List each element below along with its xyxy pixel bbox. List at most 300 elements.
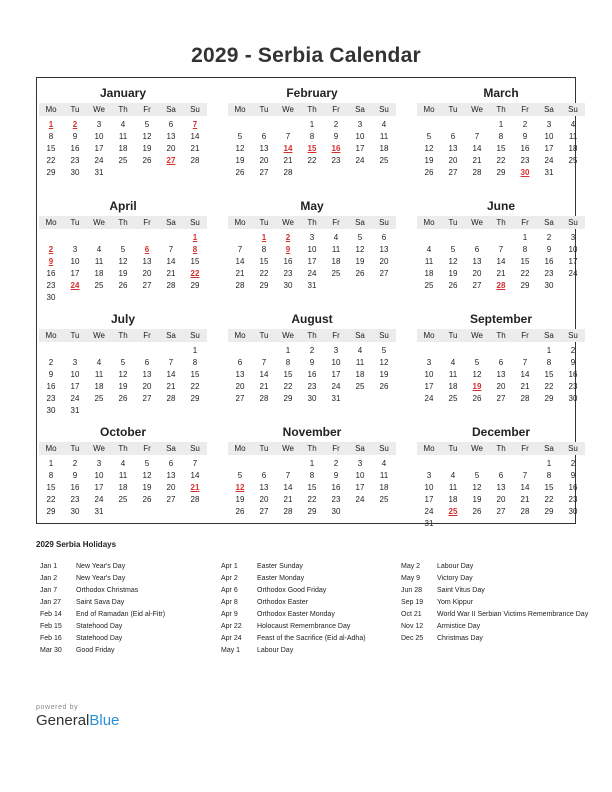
holiday-date-cell: 7 [192,120,198,129]
date-cell: 5 [237,471,243,480]
holiday-date-cell: 2 [48,245,54,254]
holiday-date-cell: 1 [261,233,267,242]
date-cell: 5 [237,132,243,141]
holiday-date: May 9 [401,575,421,582]
holiday-date: Feb 15 [40,623,62,630]
date-cell: 15 [544,370,554,379]
holiday-entry [401,597,591,609]
holiday-name: End of Ramadan (Eid al-Fitr) [76,611,166,618]
date-cell: 19 [235,156,245,165]
date-cell: 12 [472,483,482,492]
date-cell: 23 [544,269,554,278]
date-cell: 26 [448,281,458,290]
weekday-label: Mo [234,105,246,114]
date-cell: 24 [307,269,317,278]
date-cell: 4 [333,233,339,242]
weekday-label: We [282,331,294,340]
date-cell: 25 [355,382,365,391]
weekday-label: Mo [423,105,435,114]
date-cell: 4 [357,346,363,355]
date-cell: 10 [94,132,104,141]
date-cell: 21 [520,495,530,504]
holiday-entry [401,585,591,597]
date-cell: 31 [307,281,317,290]
date-cell: 19 [118,382,128,391]
date-cell: 26 [472,394,482,403]
weekday-label: Sa [355,331,365,340]
date-cell: 10 [355,132,365,141]
date-cell: 27 [142,281,152,290]
month-name: June [486,199,515,213]
date-cell: 7 [522,358,528,367]
date-cell: 4 [96,245,102,254]
date-cell: 23 [568,382,578,391]
weekday-label: Mo [45,218,57,227]
weekday-label: Mo [423,218,435,227]
weekday-label: Th [496,331,506,340]
month-december [417,420,585,532]
holiday-date-cell: 8 [192,245,198,254]
date-cell: 26 [355,269,365,278]
date-cell: 7 [168,358,174,367]
date-cell: 2 [546,233,552,242]
date-cell: 12 [118,257,128,266]
date-cell: 15 [259,257,269,266]
date-cell: 17 [424,495,434,504]
date-cell: 22 [283,382,293,391]
holiday-entry [40,573,230,585]
date-cell: 18 [448,495,458,504]
weekday-label: Tu [70,331,80,340]
weekday-label: We [471,331,483,340]
date-cell: 23 [331,156,341,165]
date-cell: 15 [307,483,317,492]
holiday-entry [221,609,411,621]
date-cell: 18 [331,257,341,266]
weekday-label: Sa [544,331,554,340]
weekday-label: Mo [423,331,435,340]
date-cell: 28 [190,156,200,165]
weekday-label: Su [568,331,578,340]
date-cell: 15 [496,144,506,153]
date-cell: 6 [261,132,267,141]
date-cell: 18 [118,483,128,492]
holiday-entry [221,645,411,657]
weekday-header [228,103,396,116]
date-cell: 28 [190,495,200,504]
date-cell: 4 [381,459,387,468]
date-cell: 11 [424,257,434,266]
date-cell: 14 [520,370,530,379]
date-cell: 16 [70,144,80,153]
date-cell: 29 [190,281,200,290]
date-cell: 14 [235,257,245,266]
date-cell: 2 [333,459,339,468]
date-cell: 15 [520,257,530,266]
date-cell: 2 [570,459,576,468]
holiday-column-3 [401,561,591,645]
holiday-name: Saint Vitus Day [437,587,485,594]
date-cell: 8 [522,245,528,254]
date-cell: 8 [48,132,54,141]
date-cell: 20 [235,382,245,391]
date-cell: 9 [309,358,315,367]
date-cell: 25 [379,156,389,165]
page-title: 2029 - Serbia Calendar [191,44,421,67]
date-cell: 19 [424,156,434,165]
weekday-label: Su [379,444,389,453]
holiday-date-cell: 6 [144,245,150,254]
weekday-label: Tu [70,218,80,227]
date-cell: 11 [379,132,389,141]
date-cell: 18 [355,370,365,379]
holiday-entry [401,633,591,645]
date-cell: 12 [142,471,152,480]
date-cell: 30 [568,394,578,403]
date-cell: 30 [307,394,317,403]
holiday-entry [221,621,411,633]
holiday-name: World War II Serbian Victims Remembrance Day [437,611,589,618]
holiday-name: Armistice Day [437,623,481,630]
month-april [39,194,207,306]
date-cell: 30 [283,281,293,290]
date-cell: 22 [46,495,56,504]
holiday-entry [40,609,230,621]
weekday-label: Fr [521,218,529,227]
month-name: September [469,312,533,326]
date-cell: 19 [142,483,152,492]
holiday-entry [401,609,591,621]
holiday-name: Orthodox Christmas [76,587,139,594]
date-cell: 6 [498,471,504,480]
weekday-label: Sa [544,105,554,114]
date-cell: 14 [166,257,176,266]
date-cell: 4 [426,245,432,254]
brand-logo [36,704,119,729]
holiday-name: Orthodox Easter Monday [257,611,335,618]
date-cell: 4 [450,358,456,367]
date-cell: 20 [448,156,458,165]
date-cell: 2 [333,120,339,129]
date-cell: 30 [70,168,80,177]
date-cell: 24 [355,156,365,165]
date-cell: 13 [235,370,245,379]
weekday-label: Su [190,444,200,453]
date-cell: 25 [424,281,434,290]
date-cell: 13 [166,132,176,141]
date-cell: 1 [498,120,504,129]
date-cell: 9 [333,132,339,141]
date-cell: 21 [283,495,293,504]
date-cell: 22 [259,269,269,278]
date-cell: 17 [70,269,80,278]
date-cell: 26 [424,168,434,177]
date-cell: 27 [142,394,152,403]
date-cell: 20 [142,269,152,278]
date-cell: 16 [307,370,317,379]
weekday-label: We [282,218,294,227]
holiday-name: Statehood Day [76,623,123,630]
brand-general: General [36,712,90,729]
date-cell: 7 [285,471,291,480]
date-cell: 29 [544,394,554,403]
holiday-entry [40,645,230,657]
date-cell: 11 [118,471,128,480]
date-cell: 31 [94,168,104,177]
date-cell: 1 [309,120,315,129]
date-cell: 24 [94,156,104,165]
date-cell: 7 [261,358,267,367]
date-cell: 21 [259,382,269,391]
date-cell: 8 [48,471,54,480]
weekday-label: Sa [166,218,176,227]
date-cell: 2 [72,459,78,468]
holiday-name: Orthodox Easter [257,599,308,606]
month-may [228,194,396,306]
date-cell: 12 [235,144,245,153]
date-cell: 20 [166,144,176,153]
weekday-label: We [471,218,483,227]
weekday-label: We [93,105,105,114]
weekday-header [39,329,207,342]
date-cell: 20 [259,156,269,165]
holiday-date-cell: 9 [285,245,291,254]
date-cell: 17 [424,382,434,391]
date-cell: 11 [94,257,104,266]
date-cell: 9 [546,245,552,254]
month-name: July [110,312,135,326]
date-cell: 27 [472,281,482,290]
weekday-label: Sa [544,218,554,227]
holiday-name: Labour Day [437,563,474,570]
date-cell: 3 [426,471,432,480]
holiday-date-cell: 12 [235,483,245,492]
date-cell: 29 [259,281,269,290]
date-cell: 20 [496,495,506,504]
date-cell: 3 [570,233,576,242]
date-cell: 28 [166,281,176,290]
weekday-label: Fr [332,331,340,340]
holiday-date: Apr 22 [221,623,242,630]
weekday-label: Fr [521,331,529,340]
weekday-label: Tu [70,444,80,453]
date-cell: 24 [94,495,104,504]
date-cell: 31 [70,406,80,415]
date-cell: 2 [570,346,576,355]
date-cell: 11 [118,132,128,141]
weekday-label: Su [190,218,200,227]
date-cell: 3 [426,358,432,367]
weekday-label: Sa [355,444,365,453]
calendar-grid [36,77,578,528]
date-cell: 30 [70,507,80,516]
date-cell: 17 [355,483,365,492]
date-cell: 21 [166,269,176,278]
date-cell: 23 [307,382,317,391]
holiday-date: Feb 16 [40,635,62,642]
weekday-label: Tu [448,105,458,114]
weekday-label: Tu [448,331,458,340]
date-cell: 22 [496,156,506,165]
holiday-date: Jun 28 [401,587,423,594]
date-cell: 17 [355,144,365,153]
weekday-label: Su [568,105,578,114]
date-cell: 19 [355,257,365,266]
weekday-label: Sa [544,444,554,453]
weekday-label: Mo [234,444,246,453]
date-cell: 26 [235,507,245,516]
holiday-date-cell: 1 [192,233,198,242]
holiday-name: Victory Day [437,575,473,582]
date-cell: 29 [46,507,56,516]
date-cell: 3 [309,233,315,242]
holiday-date-cell: 14 [283,144,293,153]
weekday-label: Fr [143,105,151,114]
date-cell: 13 [259,483,269,492]
month-august [228,307,396,419]
holiday-name: Yom Kippur [437,599,473,606]
weekday-label: Th [118,105,128,114]
date-cell: 22 [520,269,530,278]
month-february [228,81,396,193]
date-cell: 5 [144,120,150,129]
weekday-label: Fr [332,444,340,453]
date-cell: 4 [120,459,126,468]
weekday-label: Fr [332,105,340,114]
date-cell: 12 [379,358,389,367]
date-cell: 31 [331,394,341,403]
date-cell: 25 [331,269,341,278]
date-cell: 18 [94,382,104,391]
date-cell: 1 [522,233,528,242]
date-cell: 9 [72,132,78,141]
date-cell: 27 [259,168,269,177]
holiday-entry [40,561,230,573]
weekday-header [417,442,585,455]
date-cell: 18 [568,144,578,153]
date-cell: 2 [48,358,54,367]
date-cell: 1 [48,459,54,468]
date-cell: 3 [357,459,363,468]
holiday-column-2 [221,561,411,657]
holiday-date: Jan 7 [40,587,58,594]
weekday-label: Fr [521,444,529,453]
date-cell: 13 [259,144,269,153]
date-cell: 28 [283,507,293,516]
date-cell: 8 [546,358,552,367]
date-cell: 19 [142,144,152,153]
holiday-date-cell: 1 [48,120,54,129]
weekday-label: We [282,444,294,453]
weekday-label: Th [496,444,506,453]
weekday-label: Su [190,105,200,114]
date-cell: 27 [235,394,245,403]
date-cell: 6 [237,358,243,367]
date-cell: 6 [381,233,387,242]
holiday-date-cell: 19 [472,382,482,391]
weekday-header [39,103,207,116]
weekday-label: Th [496,105,506,114]
date-cell: 18 [379,144,389,153]
date-cell: 13 [142,370,152,379]
date-cell: 12 [118,370,128,379]
holiday-name: Feast of the Sacrifice (Eid al-Adha) [257,635,366,642]
date-cell: 10 [307,245,317,254]
holiday-date-cell: 2 [72,120,78,129]
weekday-label: Su [379,331,389,340]
holiday-date-cell: 24 [70,281,80,290]
holiday-date-cell: 30 [520,168,530,177]
date-cell: 24 [424,507,434,516]
holiday-name: Easter Monday [257,575,305,582]
holiday-entry [40,597,230,609]
month-september [417,307,585,419]
date-cell: 20 [379,257,389,266]
weekday-label: Tu [259,444,269,453]
date-cell: 8 [309,471,315,480]
date-cell: 8 [261,245,267,254]
date-cell: 28 [283,168,293,177]
date-cell: 13 [448,144,458,153]
date-cell: 3 [546,120,552,129]
weekday-header [417,329,585,342]
date-cell: 9 [48,370,54,379]
month-name: February [286,86,338,100]
holiday-entry [40,585,230,597]
weekday-label: Th [118,444,128,453]
date-cell: 16 [544,257,554,266]
date-cell: 9 [333,471,339,480]
holiday-name: Orthodox Good Friday [257,587,327,594]
date-cell: 5 [120,245,126,254]
weekday-header [228,216,396,229]
date-cell: 1 [546,346,552,355]
month-june [417,194,585,306]
holiday-date: May 1 [221,647,241,654]
date-cell: 18 [379,483,389,492]
month-name: October [99,425,146,439]
date-cell: 16 [283,257,293,266]
date-cell: 17 [94,144,104,153]
date-cell: 16 [331,483,341,492]
date-cell: 13 [379,245,389,254]
weekday-label: We [471,105,483,114]
date-cell: 14 [259,370,269,379]
date-cell: 8 [498,132,504,141]
date-cell: 3 [72,245,78,254]
date-cell: 1 [285,346,291,355]
date-cell: 30 [568,507,578,516]
date-cell: 14 [520,483,530,492]
weekday-label: Th [118,331,128,340]
date-cell: 7 [192,459,198,468]
date-cell: 18 [118,144,128,153]
month-name: November [282,425,342,439]
date-cell: 23 [70,495,80,504]
date-cell: 24 [331,382,341,391]
weekday-label: Tu [259,218,269,227]
weekday-header [39,442,207,455]
date-cell: 29 [190,394,200,403]
weekday-label: Fr [521,105,529,114]
holiday-date: Mar 30 [40,647,62,654]
date-cell: 10 [331,358,341,367]
date-cell: 13 [496,483,506,492]
date-cell: 6 [168,120,174,129]
date-cell: 24 [70,394,80,403]
holiday-entry [401,621,591,633]
date-cell: 3 [72,358,78,367]
